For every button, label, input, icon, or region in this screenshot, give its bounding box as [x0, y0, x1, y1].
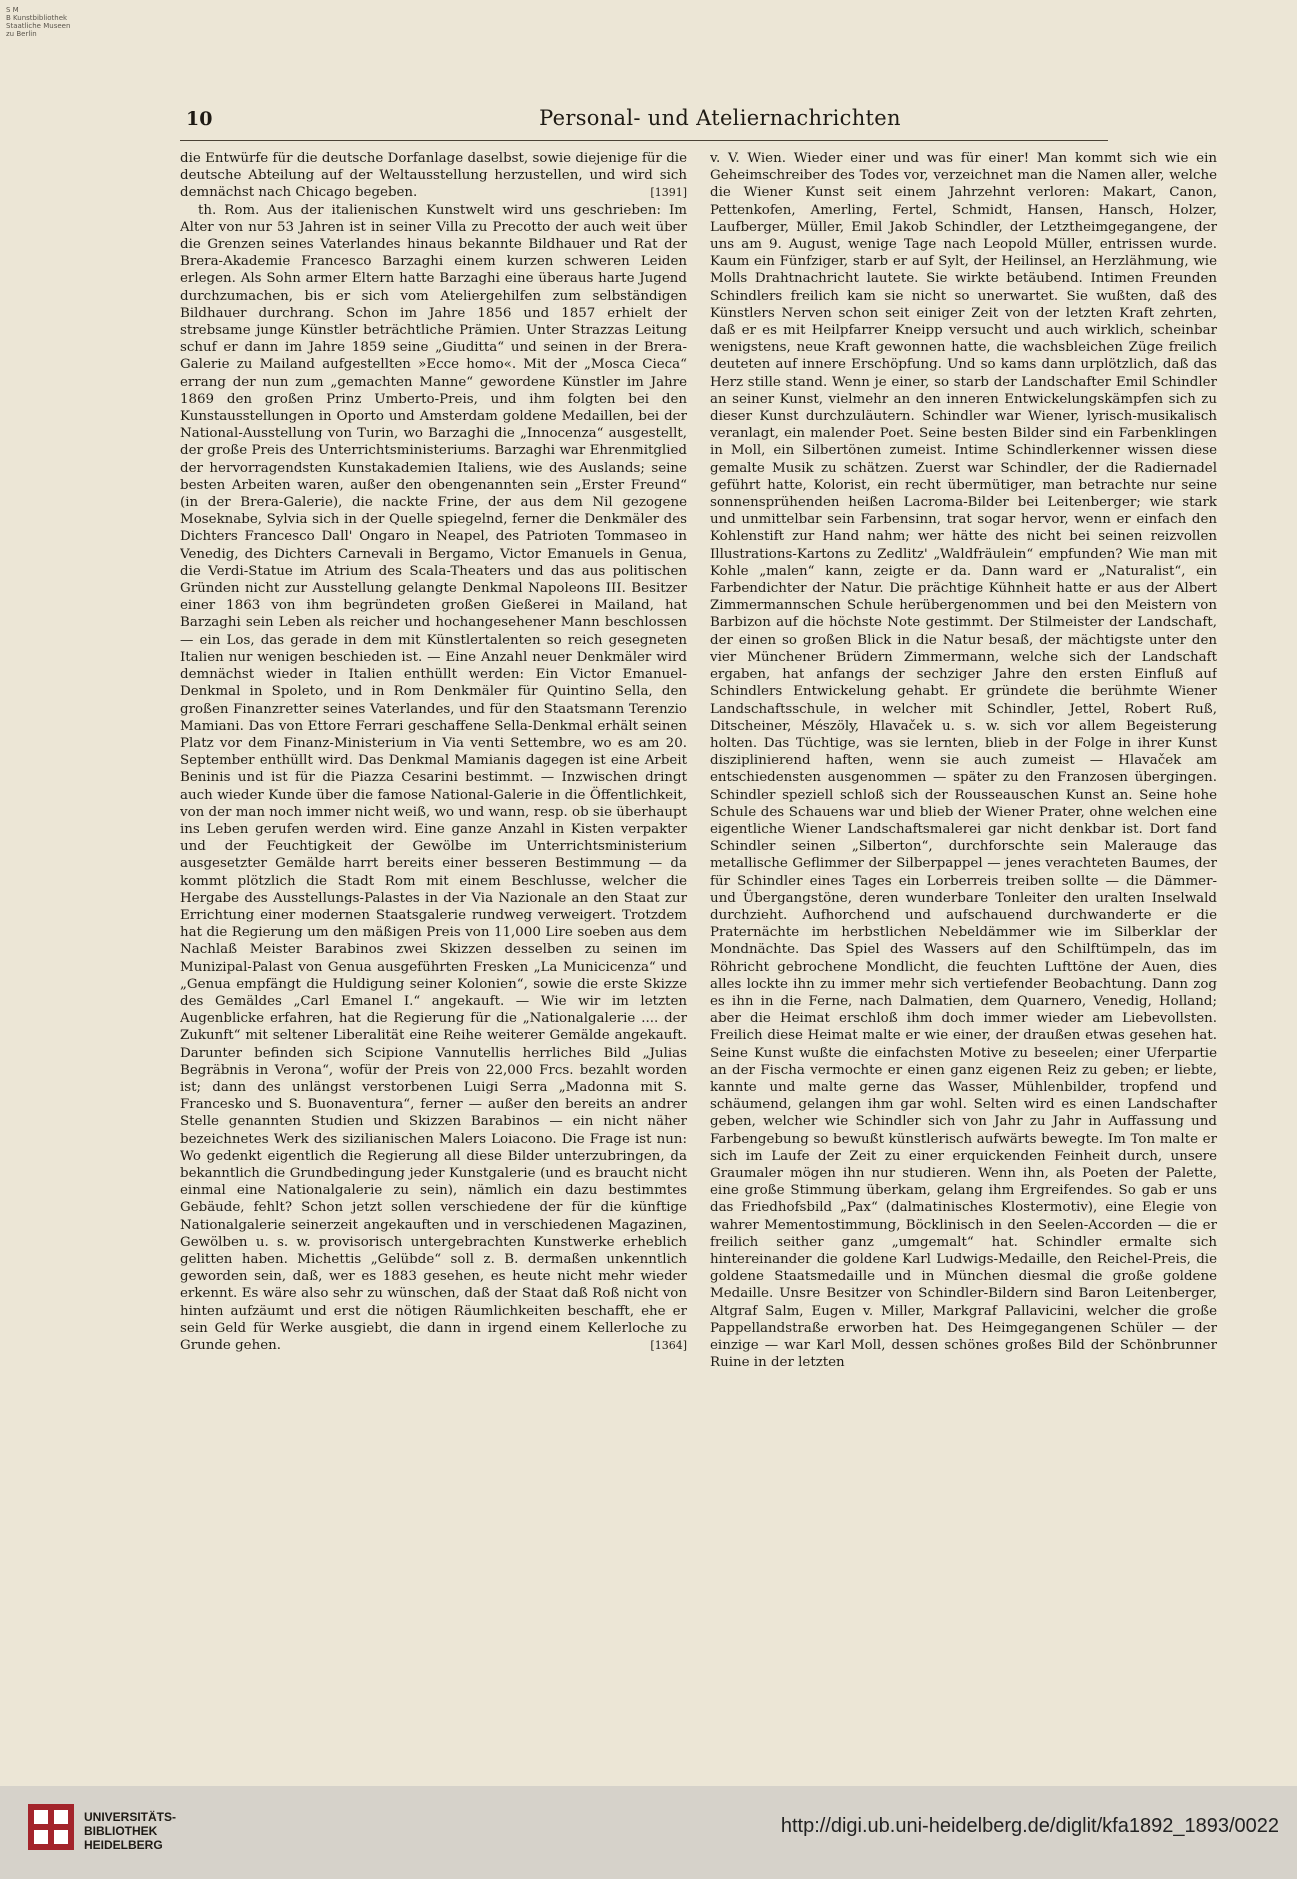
page-number: 10 [186, 108, 213, 130]
university-name-line: HEIDELBERG [84, 1838, 163, 1852]
header-rule [180, 140, 1108, 141]
university-logo-icon [28, 1804, 74, 1850]
reference-number: [1364] [650, 1339, 687, 1353]
university-name-line: BIBLIOTHEK [84, 1824, 158, 1838]
reference-number: [1391] [650, 186, 687, 200]
stamp-line: Staatliche Museen [6, 22, 71, 30]
paragraph-text: th. Rom. Aus der italienischen Kunstwelt wird uns geschrieben: Im Alter von nur 53 Jahren ist in seiner Villa zu Precotto der auch weit über die Grenzen seines Vaterlandes hinaus bekannte Bildhauer und Rat der Brera-Akademie Francesco Barzaghi einem kurzen schweren Leiden erlegen. Als Sohn armer Eltern hatte Barzaghi eine überaus harte Jugend durchzumachen, bis er sich vom Ateliergehilfen zum selbständigen Bildhauer durchrang. Schon im Jahre 1856 und 1857 erhielt der strebsame junge Künstler beträchtliche Prämien. Unter Strazzas Leitung schuf er dann im Jahre 1859 seine „Giuditta“ und seinen in der Brera-Galerie zu Mailand aufgestellten »Ecce homo«. Mit der „Mosca Cieca“ errang der nun zum „gemachten Manne“ gewordene Künstler im Jahre 1869 den großen Prinz Umberto-Preis, und ihm folgten bei den Kunstausstellungen in Oporto und Amsterdam goldene Medaillen, bei der National-Ausstellung von Turin, wo Barzaghi die „Innocenza“ ausgestellt, der große Preis des Unterrichtsministeriums. Barzaghi war Ehrenmitglied der hervorragendsten Kunstakademien Italiens, wie des Auslands; seine besten Arbeiten waren, außer den obengenannten sein „Erster Freund“ (in der Brera-Galerie), die nackte Frine, der aus dem Nil gezogene Moseknabe, Sylvia sich in der Quelle spiegelnd, ferner die Denkmäler des Dichters Francesco Dall' Ongaro in Neapel, des Patrioten Tommaseo in Venedig, des Dichters Carnevali in Bergamo, Victor Emanuels in Genua, die Verdi-Statue im Atrium des Scala-Theaters und das aus politischen Gründen nicht zur Ausstellung gelangte Denkmal Napoleons III. Besitzer einer 1863 von ihm begründeten großen Gießerei in Mailand, hat Barzaghi sein Leben als reicher und hochangesehener Mann beschlossen — ein Los, das gerade in dem mit Künstlertalenten so reich gesegneten Italien nur wenigen beschieden ist. — Eine Anzahl neuer Denkmäler wird demnächst wieder in Italien enthüllt werden: Ein Victor Emanuel-Denkmal in Spoleto, und in Rom Denkmäler für Quintino Sella, den großen Finanzretter seines Vaterlandes, und für den Staatsmann Terenzio Mamiani. Das von Ettore Ferrari geschaffene Sella-Denkmal erhält seinen Platz vor dem Finanz-Ministerium in Via venti Settembre, wo es am 20. September enthüllt wird. Das Denkmal Mamianis dagegen ist eine Arbeit Beninis und ist für die Piazza Cesarini bestimmt. — Inzwischen dringt auch wieder Kunde über die famose National-Galerie in die Öffentlichkeit, von der man noch immer nicht weiß, wo und wann, resp. ob sie überhaupt ins Leben gerufen werden wird. Eine ganze Anzahl in Kisten verpakter und der Feuchtigkeit der Gewölbe im Unterrichtsministerium ausgesetzter Gemälde harrt bereits einer besseren Bestimmung — da kommt plötzlich die Stadt Rom mit einem Beschlusse, welcher die Hergabe des Ausstellungs-Palastes in der Via Nazionale an den Staat zur Errichtung einer modernen Staatsgalerie rundweg verweigert. Trotzdem hat die Regierung um den mäßigen Preis von 11,000 Lire soeben aus dem Nachlaß Meister Barabinos zwei Skizzen desselben zu seinen im Munizipal-Palast von Genua ausgeführten Fresken „La Municicenza“ und „Genua empfängt die Huldigung seiner Kolonien“, sowie die erste Skizze des Gemäldes „Carl Emanel I.“ angekauft. — Wie wir im letzten Augenblicke erfahren, hat die Regierung für die „Nationalgalerie .... der Zukunft“ mit seltener Liberalität eine Reihe weiterer Gemälde angekauft. Darunter befinden sich Scipione Vannutellis herrliches Bild „Julias Begräbnis in Verona“, wofür der Preis von 22,000 Frcs. bezahlt worden ist; dann des unlängst verstorbenen Luigi Serra „Madonna mit S. Francesko und S. Buonaventura“, ferner — außer den bereits an andrer Stelle genannten Studien und Skizzen Barabinos — ein nicht näher bezeichnetes Werk des sizilianischen Malers Loiacono. Die Frage ist nun: Wo gedenkt eigentlich die Regierung all diese Bilder unterzubringen, da bekanntlich die Grundbedingung jeder Kunstgalerie (und es braucht nicht einmal eine Nationalgalerie zu sein), nämlich ein dazu bestimmtes Gebäude, fehlt? Schon jetzt sollen verschiedene der für die künftige Nationalgalerie seinerzeit angekauften und in verschiedenen Magazinen, Gewölben u. s. w. provisorisch untergebrachten Kunstwerke erheblich gelitten haben. Michettis „Gelübde“ soll z. B. dermaßen unkenntlich geworden sein, daß, wer es 1883 gesehen, es heute nicht mehr wieder erkennt. Es wäre also sehr zu wünschen, daß der Staat daß Roß nicht von hinten aufzäumt und erst die nötigen Räumlichkeiten beschafft, ehe er sein Geld für Werke ausgiebt, die dann in irgend einem Kellerloche zu Grunde gehen. [180, 202, 687, 1354]
paragraph [180, 150, 687, 202]
stamp-line: zu Berlin [6, 30, 37, 38]
library-stamp [6, 6, 96, 38]
left-column [180, 150, 687, 1650]
running-head: Personal- und Ateliernachrichten [539, 106, 901, 130]
right-column [710, 150, 1217, 1650]
paragraph: v. V. Wien. Wieder einer und was für einer! Man kommt sich wie ein Geheimschreiber des Todes vor, verzeichnet man die Namen aller, welche die Wiener Kunst seit einem Jahrzehnt verloren: Makart, Canon, Pettenkofen, Amerling, Fertel, Schmidt, Hansen, Hansch, Holzer, Laufberger, Müller, Emil Jakob Schindler, der Letztheimgegangene, der uns am 9. August, wenige Tage nach Leopold Müller, entrissen wurde. Kaum ein Fünfziger, starb er auf Sylt, der Heilinsel, an Herzlähmung, wie Molls Drahtnachricht lautete. Sie wirkte betäubend. Intimen Freunden Schindlers freilich kam sie nicht so unerwartet. Sie wußten, daß des Künstlers Nerven schon seit einiger Zeit von der letzten Kraft zehrten, daß er es mit Heilpfarrer Kneipp versucht und auch wirklich, scheinbar wenigstens, neue Kraft gewonnen hatte, die wachsbleichen Züge freilich deuteten auf innere Erschöpfung. Und so kams dann urplötzlich, daß das Herz stille stand. Wenn je einer, so starb der Landschafter Emil Schindler an seiner Kunst, vielmehr an den inneren Entwickelungskämpfen sich zu dieser Kunst durchzuläutern. Schindler war Wiener, lyrisch-musikalisch veranlagt, ein malender Poet. Seine besten Bilder sind ein Farbenklingen in Moll, ein Silbertönen zumeist. Intime Schindlerkenner wissen diese gemalte Musik zu schätzen. Zuerst war Schindler, der die Radiernadel geführt hatte, Kolorist, ein recht übermütiger, man betrachte nur seine sonnensprühenden heißen Lacroma-Bilder bei Leitenberger; wie stark und unmittelbar sein Farbensinn, trat sogar hervor, wenn er einfach den Kohlenstift zur Hand nahm; wer hätte des nicht bei seinen reizvollen Illustrations-Kartons zu Zedlitz' „Waldfräulein“ empfunden? Wie man mit Kohle „malen“ kann, zeigte er da. Dann ward er „Naturalist“, ein Farbendichter der Natur. Die prächtige Kühnheit hatte er aus der Albert Zimmermannschen Schule herübergenommen und bei den Meistern von Barbizon auf die höchste Note gestimmt. Der Stilmeister der Landschaft, der einen so großen Blick in die Natur besaß, der mächtigste unter den vier Münchener Brüdern Zimmermann, welche sich der Landschaft ergaben, hat anfangs der sechziger Jahre den ersten Einfluß auf Schindlers Entwickelung gehabt. Er gründete die berühmte Wiener Landschaftsschule, in welcher mit Schindler, Jettel, Robert Ruß, Ditscheiner, Mészöly, Hlavaček u. s. w. sich vor allem Begeisterung holten. Das Tüchtige, was sie lernten, blieb in der Folge in ihrer Kunst disziplinierend haften, wenn sie auch zumeist — Hlavaček am entschiedensten ausgenommen — später zu den Franzosen übergingen. Schindler speziell schloß sich der Rousseauschen Kunst an. Seine hohe Schule des Schauens war und blieb der Wiener Prater, ohne welchen eine eigentliche Wiener Landschaftsmalerei gar nicht denkbar ist. Dort fand Schindler seinen „Silberton“, durchforschte sein Malerauge das metallische Geflimmer der Silberpappel — jenes verachteten Baumes, der für Schindler eines Tages ein Lorberreis treiben sollte — die Dämmer- und Übergangstöne, deren wunderbare Tonleiter den uralten Inselwald durchzieht. Aufhorchend und aufschauend durchwanderte er die Praternächte im herbstlichen Nebeldämmer wie im Silberklar der Mondnächte. Das Spiel des Wassers auf den Schilftümpeln, das im Röhricht gebrochene Mondlicht, die feuchten Lufttöne der Auen, dies alles lockte ihn zu immer mehr sich vertiefender Beobachtung. Dann zog es ihn in die Ferne, nach Dalmatien, dem Quarnero, Venedig, Holland; aber die Heimat erschloß ihm doch immer wieder am Liebevollsten. Freilich diese Heimat malte er wie einer, der draußen etwas gesehen hat. Seine Kunst wußte die einfachsten Motive zu beseelen; einer Uferpartie an der Fischa vermochte er einen ganz eigenen Reiz zu geben; er liebte, kannte und malte gerne das Wasser, Mühlenbilder, tropfend und schäumend, gelangen ihm gar wohl. Selten wird es einen Landschafter geben, welcher wie Schindler sich von Jahr zu Jahr in Auffassung und Farbengebung so bewußt künstlerisch aufwärts bewegte. Im Ton malte er sich im Laufe der Zeit zu einer erquickenden Feinheit durch, unsere Graumaler mögen ihn nur studieren. Wenn ihn, als Poeten der Palette, eine große Stimmung überkam, gelang ihm Ergreifendes. So gab er uns das Friedhofsbild „Pax“ (dalmatinisches Klostermotiv), eine Elegie von wahrer Mementostimmung, Böcklinisch in den Seelen-Accorden — die er freilich seither ganz „umgemalt“ hat. Schindler ermalte sich hintereinander die goldene Karl Ludwigs-Medaille, den Reichel-Preis, die goldene Staatsmedaille und in München diesmal die große goldene Medaille. Unsre Besitzer von Schindler-Bildern sind Baron Leitenberger, Altgraf Salm, Eugen v. Miller, Markgraf Pallavicini, welcher die große Pappellandstraße erworben hat. Des Heimgegangenen Schüler — der einzige — war Karl Moll, dessen schönes großes Bild der Schönbrunner Ruine in der letzten [710, 151, 1217, 1371]
paragraph-text: die Entwürfe für die deutsche Dorfanlage daselbst, sowie diejenige für die deutsche Abteilung auf der Weltausstellung herzustellen, und wird sich demnächst nach Chicago begeben. [180, 151, 687, 201]
university-name [84, 1810, 176, 1852]
stamp-line: S M [6, 6, 19, 14]
paragraph [180, 202, 687, 1355]
stamp-line: B Kunstbibliothek [6, 14, 68, 22]
digital-source-url[interactable]: http://digi.ub.uni-heidelberg.de/diglit/kfa1892_1893/0022 [780, 1815, 1279, 1837]
university-name-line: UNIVERSITÄTS- [84, 1810, 177, 1824]
